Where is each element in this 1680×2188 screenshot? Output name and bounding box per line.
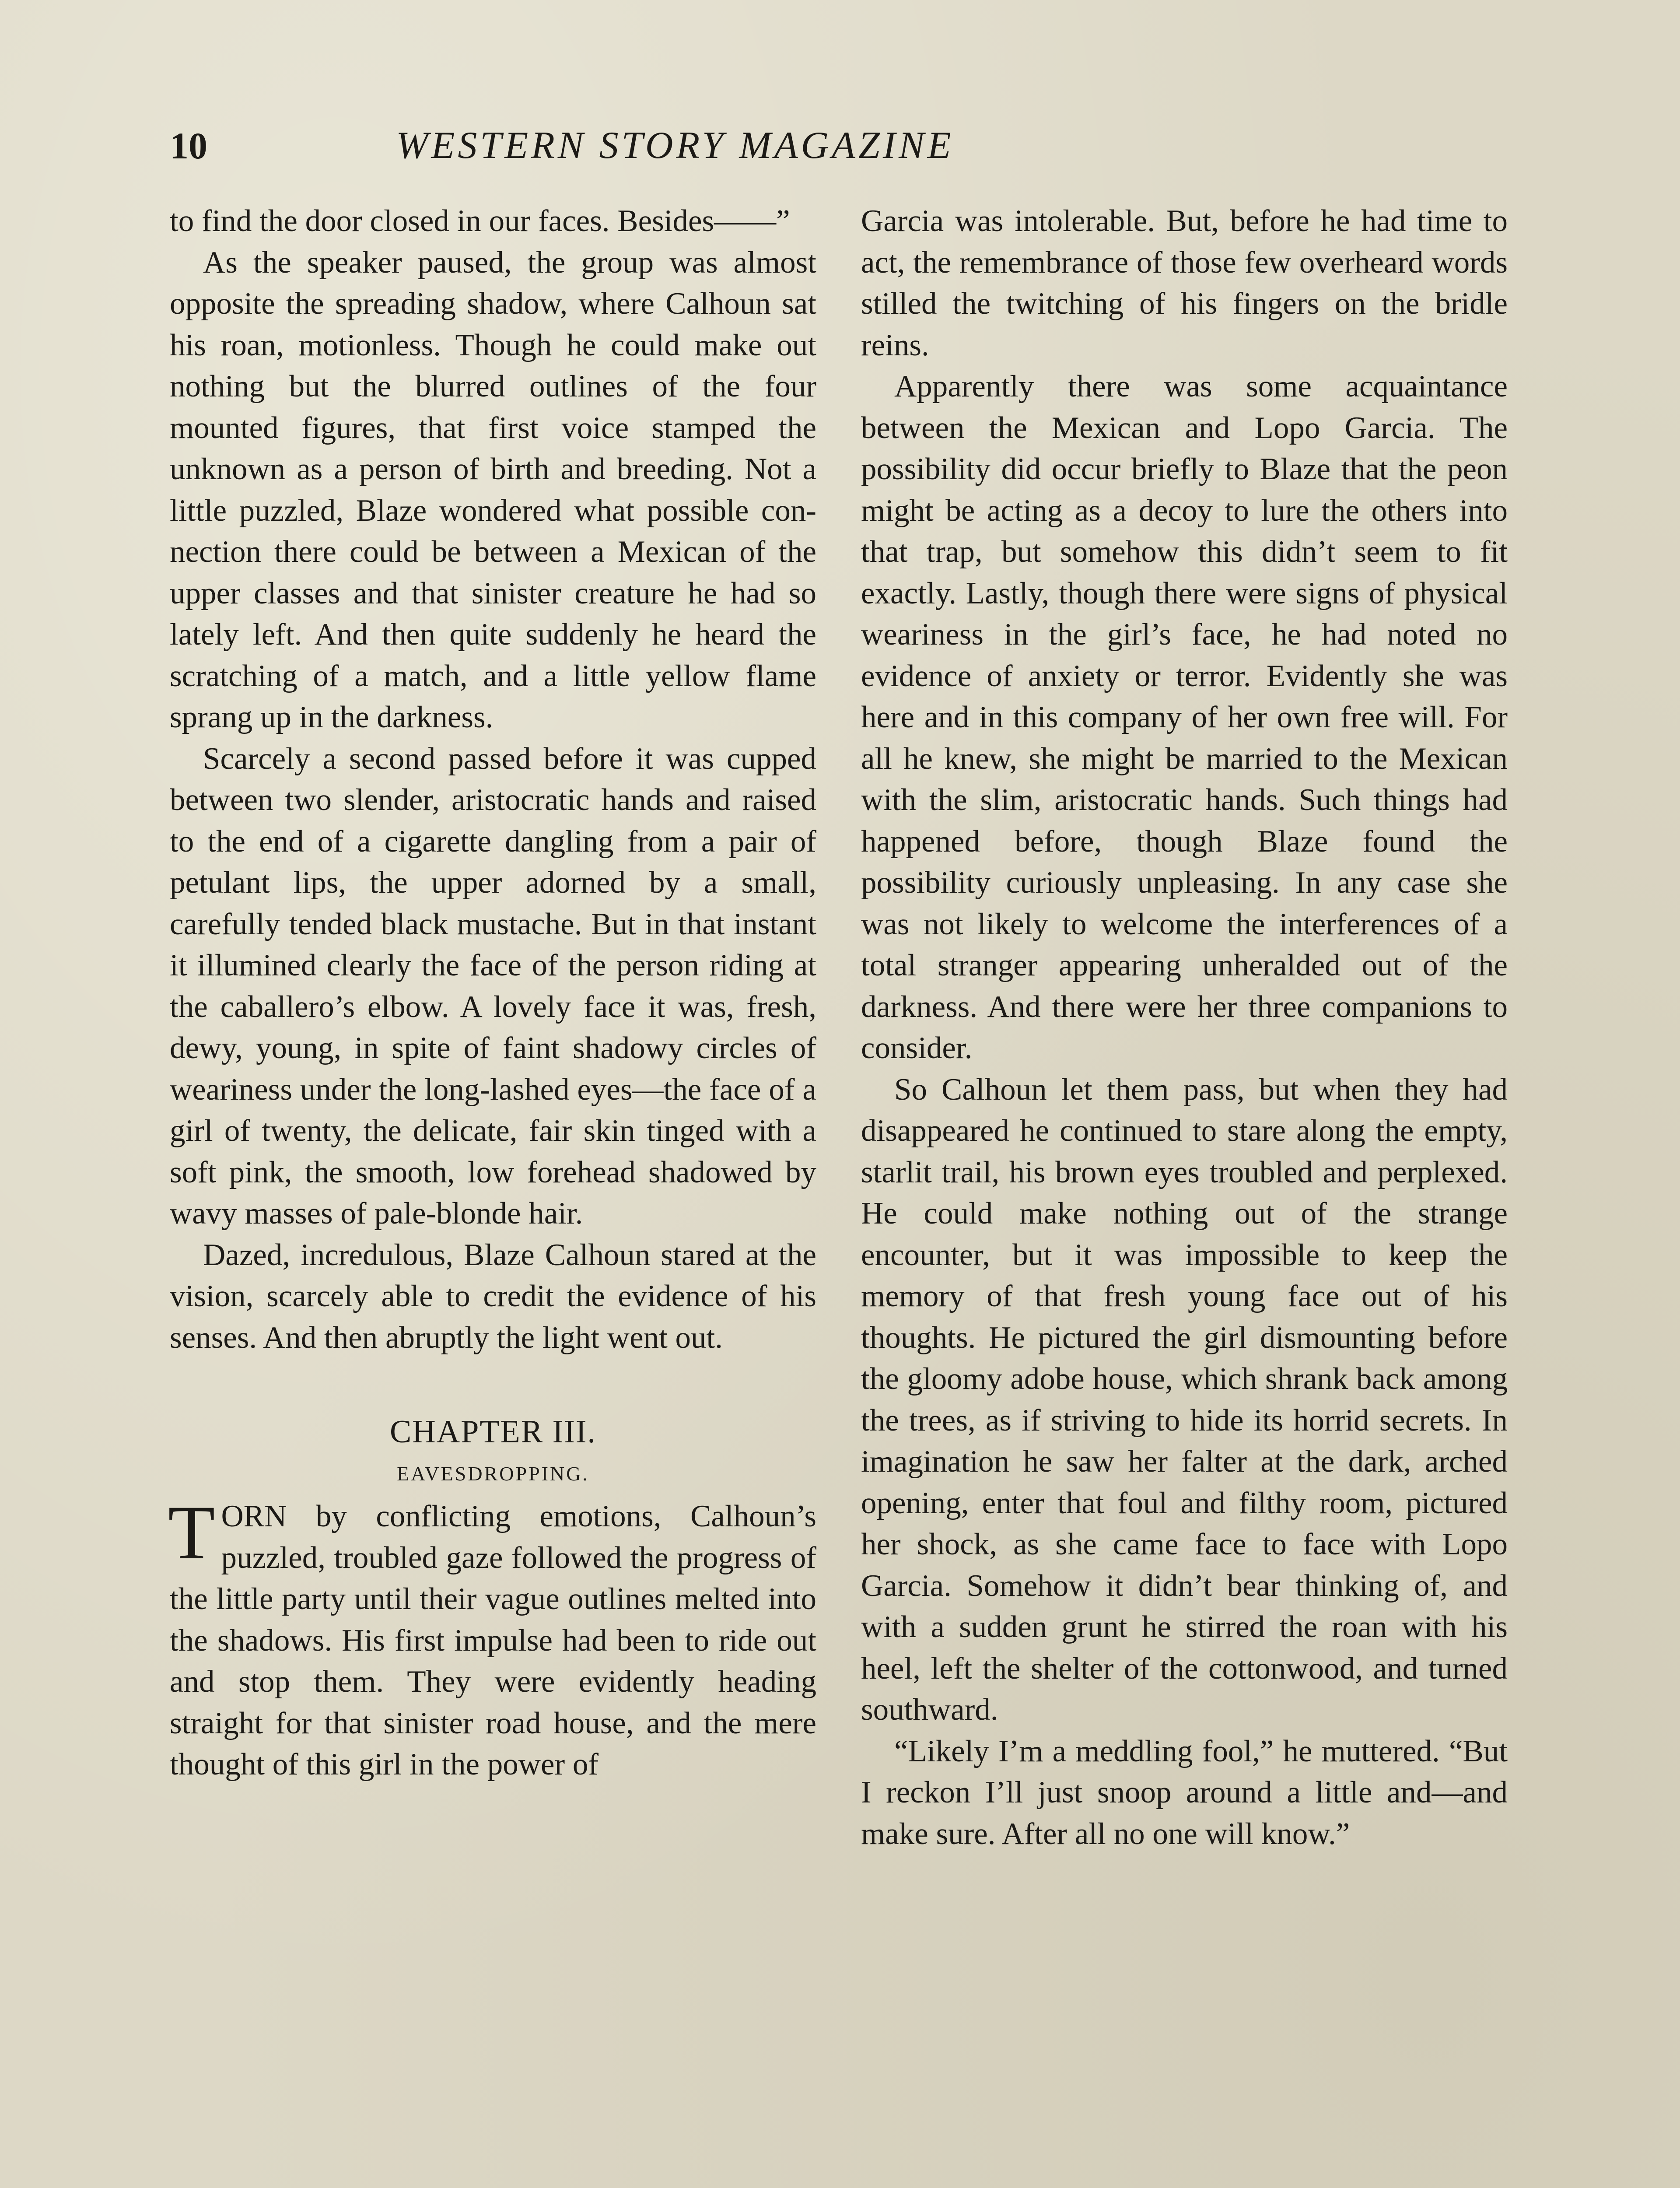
chapter-heading [170,1410,816,1491]
paragraph: So Calhoun let them pass, but when they had disappeared he continued to stare along the empty, starlit trail, his brown eyes troubled and perplexed. He could make nothing out of the strange encounter, but it was impossible to keep the memory of that fresh young face out of his thoughts. He pictured the girl dismounting before the gloomy adobe house, which shrank back among the trees, as if striving to hide its horrid secrets. In imagination he saw her falter at the dark, arched opening, enter that foul and filthy room, pictured her shock, as she came face to face with Lopo Garcia. Somehow it didn’t bear thinking of, and with a sudden grunt he stirred the roan with his heel, left the shelter of the cottonwood, and turned southward. [861,1072,1508,1727]
paragraph: Garcia was intolerable. But, before he had time to act, the remembrance of those few overheard words stilled the twitching of his fingers on the bridle reins. [861,204,1508,362]
chapter-first-paragraph-text: ORN by conflicting emotions, Calhoun’s puzzled, troubled gaze followed the progress of the little party until their vague outlines melted into the shadows. His first impulse had been to ride out and stop them. They were evidently heading straight for that sinister road house, and the mere thought of this girl in the power of [170,1499,816,1781]
page-number: 10 [170,125,207,167]
paragraph: “Likely I’m a meddling fool,” he muttered. “But I reckon I’ll just snoop around a little and—and make sure. After all no one will know.” [861,1734,1508,1851]
paragraph: Apparently there was some acquaintance between the Mexican and Lopo Garcia. The possibility did occur briefly to Blaze that the peon might be acting as a decoy to lure the others into that trap, but somehow this didn’t seem to fit exactly. Lastly, though there were signs of physical weariness in the girl’s face, he had noted no evidence of anxiety or terror. Evidently she was here and in this company of her own free will. For all he knew, she might be married to the Mexican with the slim, aristocratic hands. Such things had happened before, though Blaze found the possibility curiously unpleasing. In any case she was not likely to welcome the interferences of a total stranger appearing unheralded out of the darkness. And there were her three companions to consider. [861,369,1508,1065]
page-header [170,117,1141,174]
paragraph: As the speaker paused, the group was almost opposite the spreading shadow, where Calhoun sat his roan, motionless. Though he could make out nothing but the blurred outlines of the four mounted figures, that first voice stamped the unknown as a person of birth and breeding. Not a little puzzled, Blaze wondered what possible connection there could be between a Mexican of the upper classes and that sinister creature he had so lately left. And then quite suddenly he heard the scratching of a match, and a little yellow flame sprang up in the darkness. [170,245,816,734]
chapter-title: CHAPTER III. [389,1414,597,1450]
left-column [170,200,816,1785]
right-column [861,200,1508,1855]
chapter-subtitle: EAVESDROPPING. [397,1462,589,1485]
paragraph: to find the door closed in our faces. Besides——” [170,204,790,238]
drop-cap: T [168,1490,215,1575]
chapter-first-paragraph [168,1490,816,1785]
paragraph: Scarcely a second passed before it was cupped between two slender, aristocratic hands and raised to the end of a cigarette dangling from a pair of petulant lips, the upper adorned by a small, carefully tended black mustache. But in that instant it illumined clearly the face of the person riding at the caballero’s elbow. A lovely face it was, fresh, dewy, young, in spite of faint shadowy circles of weariness under the long-lashed eyes—the face of a girl of twenty, the delicate, fair skin tinged with a soft pink, the smooth, low forehead shadowed by wavy masses of pale-blonde hair. [170,741,816,1231]
paragraph: Dazed, incredulous, Blaze Calhoun stared at the vision, scarcely able to credit the evidence of his senses. And then abruptly the light went out. [170,1238,816,1355]
running-title: WESTERN STORY MAGAZINE [396,124,954,167]
